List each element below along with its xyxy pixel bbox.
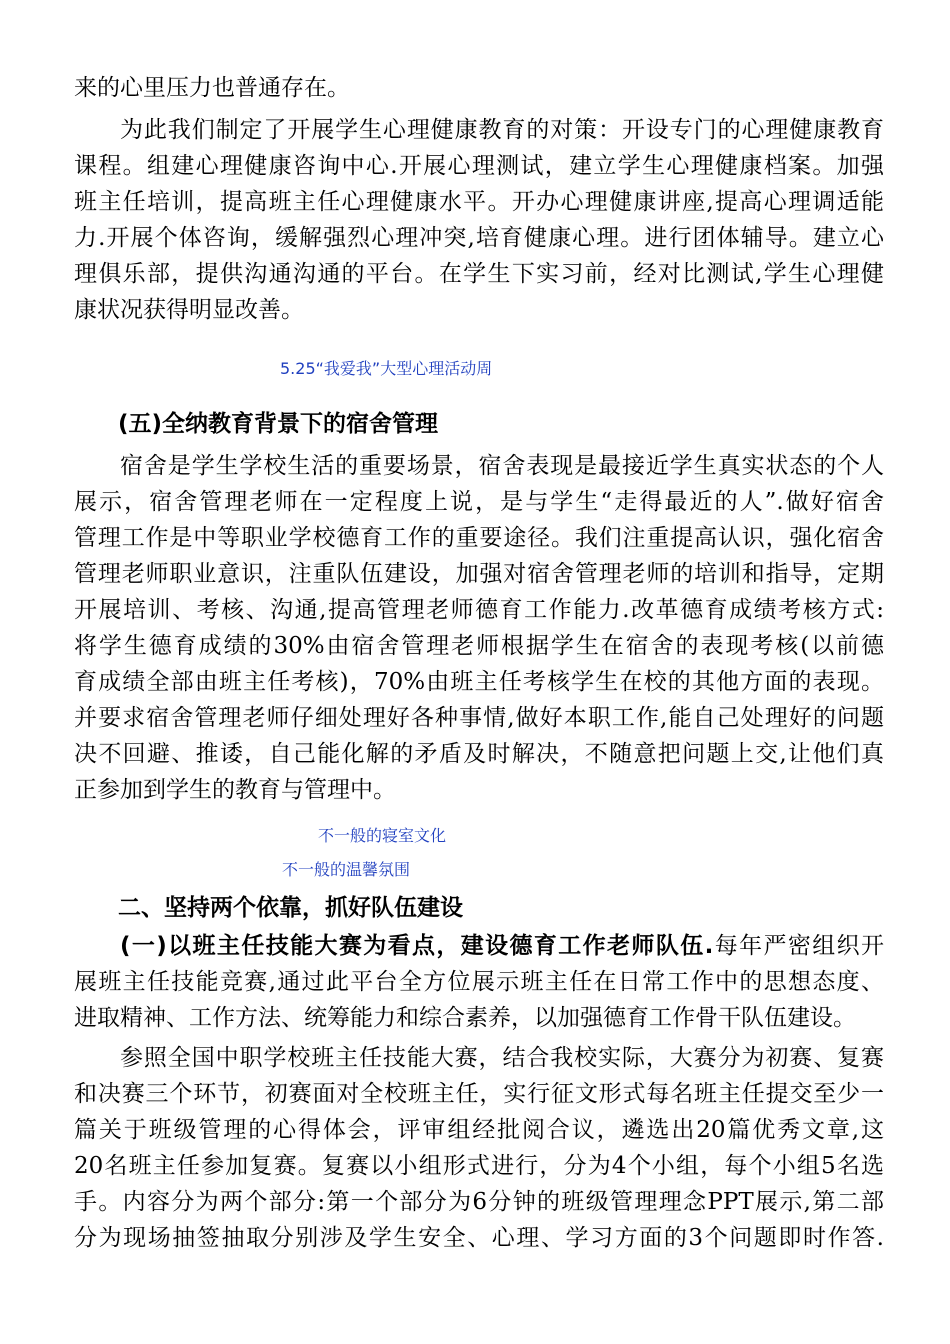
paragraph-line: 和决赛三个环节，初赛面对全校班主任，实行征文形式每名班主任提交至少一 bbox=[74, 1081, 884, 1107]
image-caption: 5.25“我爱我”大型心理活动周 bbox=[280, 359, 493, 378]
paragraph-line: 开展培训、考核、沟通,提高管理老师德育工作能力.改革德育成绩考核方式: bbox=[74, 597, 884, 623]
paragraph-line: 理俱乐部，提供沟通沟通的平台。在学生下实习前，经对比测试,学生心理健 bbox=[74, 261, 884, 287]
paragraph-line: 力.开展个体咨询，缓解强烈心理冲突,培育健康心理。进行团体辅导。建立心 bbox=[74, 225, 884, 251]
paragraph-line: 管理工作是中等职业学校德育工作的重要途径。我们注重提高认识，强化宿舍 bbox=[74, 525, 884, 551]
paragraph-line: 来的心里压力也普通存在。 bbox=[74, 75, 350, 101]
image-caption: 不一般的寝室文化 bbox=[318, 826, 447, 845]
section-heading: (五)全纳教育背景下的宿舍管理 bbox=[118, 411, 439, 437]
lead-line-rest: 每年严密组织开 bbox=[713, 933, 885, 959]
paragraph-line: 决不回避、推诿，自己能化解的矛盾及时解决，不随意把问题上交,让他们真 bbox=[74, 741, 884, 767]
paragraph-line: 班主任培训，提高班主任心理健康水平。开办心理健康讲座,提高心理调适能 bbox=[74, 189, 884, 215]
paragraph-line: 课程。组建心理健康咨询中心.开展心理测试，建立学生心理健康档案。加强 bbox=[74, 153, 884, 179]
paragraph-line: 展示，宿舍管理老师在一定程度上说，是与学生“走得最近的人”.做好宿舍 bbox=[74, 489, 884, 515]
section-heading: 二、坚持两个依靠，抓好队伍建设 bbox=[118, 895, 463, 921]
paragraph-line: 进取精神、工作方法、统筹能力和综合素养，以加强德育工作骨干队伍建设。 bbox=[74, 1005, 856, 1031]
paragraph-line: 为此我们制定了开展学生心理健康教育的对策：开设专门的心理健康教育 bbox=[120, 117, 884, 143]
paragraph-line: 管理老师职业意识，注重队伍建设，加强对宿舍管理老师的培训和指导，定期 bbox=[74, 561, 884, 587]
paragraph-line: 展班主任技能竞赛,通过此平台全方位展示班主任在日常工作中的思想态度、 bbox=[74, 969, 884, 995]
paragraph-line: 康状况获得明显改善。 bbox=[74, 297, 304, 323]
bold-lead-text: (一)以班主任技能大赛为看点，建设德育工作老师队伍. bbox=[120, 933, 714, 959]
paragraph-line: 将学生德育成绩的30%由宿舍管理老师根据学生在宿舍的表现考核(以前德 bbox=[74, 633, 884, 659]
paragraph-line: 分为现场抽签抽取分别涉及学生安全、心理、学习方面的3个问题即时作答. bbox=[74, 1225, 884, 1251]
paragraph-line: 宿舍是学生学校生活的重要场景，宿舍表现是最接近学生真实状态的个人 bbox=[120, 453, 884, 479]
image-caption: 不一般的温馨氛围 bbox=[282, 860, 411, 879]
paragraph-line: 并要求宿舍管理老师仔细处理好各种事情,做好本职工作,能自己处理好的问题 bbox=[74, 705, 884, 731]
paragraph-line: 20名班主任参加复赛。复赛以小组形式进行，分为4个小组，每个小组5名选 bbox=[74, 1153, 884, 1179]
paragraph-line: 正参加到学生的教育与管理中。 bbox=[74, 777, 396, 803]
paragraph-line: 手。内容分为两个部分:第一个部分为6分钟的班级管理理念PPT展示,第二部 bbox=[74, 1189, 884, 1215]
paragraph-line: 参照全国中职学校班主任技能大赛，结合我校实际，大赛分为初赛、复赛 bbox=[120, 1045, 884, 1071]
paragraph-line bbox=[120, 928, 884, 964]
paragraph-line: 篇关于班级管理的心得体会，评审组经批阅合议，遴选出20篇优秀文章,这 bbox=[74, 1117, 884, 1143]
paragraph-line: 育成绩全部由班主任考核)，70%由班主任考核学生在校的其他方面的表现。 bbox=[74, 669, 884, 695]
